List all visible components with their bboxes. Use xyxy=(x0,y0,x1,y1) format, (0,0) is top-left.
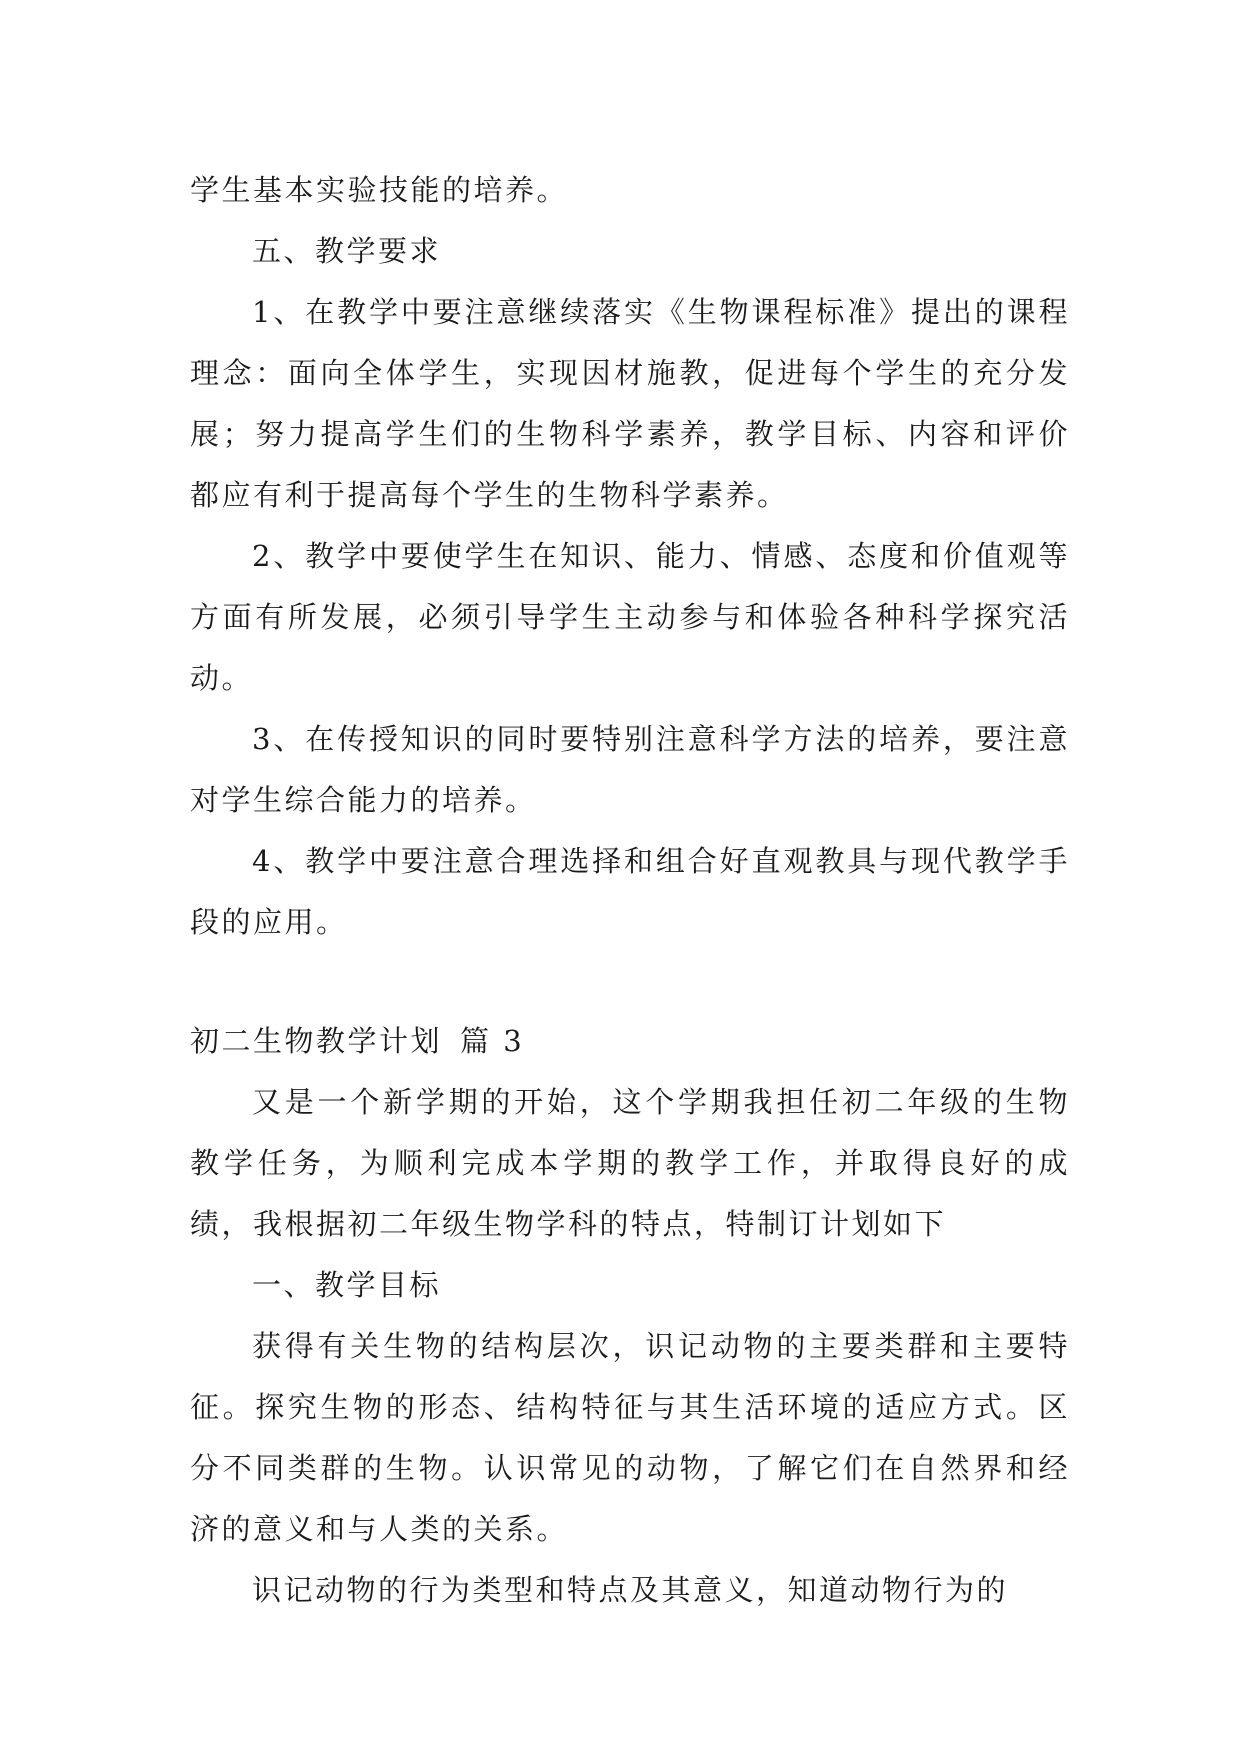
paragraph: 识记动物的行为类型和特点及其意义，知道动物行为的 xyxy=(252,1573,1009,1607)
document-body xyxy=(190,160,1070,1621)
article-piece-number: 篇 3 xyxy=(460,1024,525,1058)
paragraph: 获得有关生物的结构层次，识记动物的主要类群和主要特征。探究生物的形态、结构特征与其生活环境的适应方式。区分不同类群的生物。认识常见的动物，了解它们在自然界和经济的意义和与人类的关系。 xyxy=(190,1329,1070,1546)
article-title-text: 初二生物教学计划 xyxy=(190,1024,443,1058)
paragraph: 又是一个新学期的开始，这个学期我担任初二年级的生物教学任务，为顺利完成本学期的教学工作，并取得良好的成绩，我根据初二年级生物学科的特点，特制订计划如下 xyxy=(190,1085,1070,1241)
section-heading: 五、教学要求 xyxy=(252,234,442,268)
section-heading: 一、教学目标 xyxy=(252,1268,442,1302)
paragraph: 4、教学中要注意合理选择和组合好直观教具与现代教学手段的应用。 xyxy=(190,844,1070,939)
paragraph: 学生基本实验技能的培养。 xyxy=(190,173,569,207)
article-title xyxy=(190,1011,1070,1072)
paragraph: 2、教学中要使学生在知识、能力、情感、态度和价值观等方面有所发展，必须引导学生主动参与和体验各种科学探究活动。 xyxy=(190,539,1070,695)
paragraph: 3、在传授知识的同时要特别注意科学方法的培养，要注意对学生综合能力的培养。 xyxy=(190,722,1070,817)
paragraph: 1、在教学中要注意继续落实《生物课程标准》提出的课程理念：面向全体学生，实现因材施教，促进每个学生的充分发展；努力提高学生们的生物科学素养，教学目标、内容和评价都应有利于提高每个学生的生物科学素养。 xyxy=(190,295,1070,512)
